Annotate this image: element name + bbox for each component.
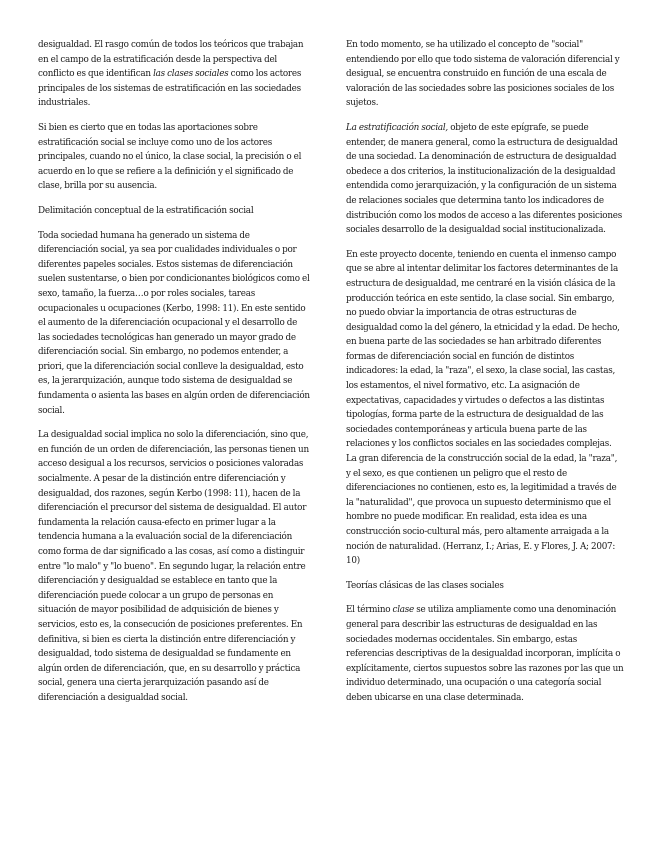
- italic-term-las-clases-sociales: las clases sociales: [153, 69, 229, 80]
- section-heading-delimitacion: Delimitación conceptual de la estratificación social: [38, 205, 254, 216]
- paragraph-termino-clase: El término clase se utiliza ampliamente como una denominación general para describir las estructuras de desigualdad en las sociedades modernas occidentales. Sin embargo, estas referencias descriptivas de la desigualdad incorporan, implícita o explícitamente, ciertos supuestos sobre las razones por las que un individuo determinado, una ocupación o una categoría social deben ubicarse en una clase determinada.: [346, 605, 624, 703]
- italic-term-estratificacion-social: La estratificación social,: [346, 122, 448, 133]
- paragraph-concepto-social: En todo momento, se ha utilizado el concepto de "social" entendiendo por ello que todo sistema de valoración diferencial y desigual, se encuentra construido en función de una escala de valoración de las sociedades sobre las posiciones sociales de los sujetos.: [346, 40, 620, 109]
- paragraph-proyecto-docente: En este proyecto docente, teniendo en cuenta el inmenso campo que se abre al intentar delimitar los factores determinantes de la estructura de desigualdad, me centraré en la visión clásica de la producción teórica en este sentido, la clase social. Sin embargo, no puedo obviar la importancia de otras estructuras de desigualdad como la del género, la etnicidad y la edad. De hecho, en buena parte de las sociedades se han arbitrado diferentes formas de diferenciación social en función de distintos indicadores: la edad, la "raza", el sexo, la clase social, las castas, los estamentos, el nivel formativo, etc. La asignación de expectativas, capacidades y virtudes o defectos a las distintas tipologías, forma parte de la estructura de desigualdad de las sociedades contemporáneas y articula buena parte de las relaciones y los conflictos sociales en las sociedades complejas. La gran diferencia de la construcción social de la edad, la "raza", y el sexo, es que contienen un peligro que el resto de diferenciaciones no contienen, esto es, la legitimidad a través de la "naturalidad", que provoca un supuesto determinismo que el hombre no puede modificar. En realidad, esta idea es una construcción socio-cultural más, pero altamente arraigada a la noción de naturalidad. (Herranz, I.; Arias, E. y Flores, J. A; 2007: 10): [346, 249, 620, 567]
- left-column: [38, 38, 310, 706]
- paragraph-diferenciacion-social: Toda sociedad humana ha generado un sistema de diferenciación social, ya sea por cualidades individuales o por diferentes papeles sociales. Estos sistemas de diferenciación suelen sustentarse, o bien por condicionantes biológicos como el sexo, tamaño, la fuerza…o por roles sociales, tareas ocupacionales u ocupaciones (Kerbo, 1998: 11). En este sentido el aumento de la diferenciación ocupacional y el desarrollo de las sociedades tecnológicas han generado un mayor grado de diferenciación social. Sin embargo, no podemos entender, a priori, que la diferenciación social conlleve la desigualdad, esto es, la jerarquización, aunque todo sistema de desigualdad se fundamenta o asienta las bases en algún orden de diferenciación social.: [38, 230, 310, 416]
- right-column: [346, 38, 624, 706]
- paragraph-estratificacion-social: La estratificación social, objeto de este epígrafe, se puede entender, de manera general, como la estructura de desigualdad de una sociedad. La denominación de estructura de desigualdad obedece a dos criterios, la institucionalización de la desigualdad entendida como jerarquización, y la configuración de un sistema de relaciones sociales que determina tanto los indicadores de distribución como los modos de acceso a las diferentes posiciones sociales desarrollo de la desigualdad social institucionalizada.: [346, 122, 622, 236]
- paragraph-desigualdad-conflicto: desigualdad. El rasgo común de todos los teóricos que trabajan en el campo de la estratificación desde la perspectiva del conflicto es que identifican las clases sociales como los actores principales de los sistemas de estratificación en las sociedades industriales.: [38, 40, 304, 109]
- paragraph-definicion-clase: Si bien es cierto que en todas las aportaciones sobre estratificación social se incluye como uno de los actores principales, cuando no el único, la clase social, la precisión o el acuerdo en lo que se refiere a la definición y el significado de clase, brilla por su ausencia.: [38, 122, 302, 192]
- italic-term-clase: clase: [392, 605, 415, 616]
- paragraph-desigualdad-social: La desigualdad social implica no solo la diferenciación, sino que, en función de un orden de diferenciación, las personas tienen un acceso desigual a los recursos, servicios o posiciones valoradas socialmente. A pesar de la distinción entre diferenciación y desigualdad, dos razones, según Kerbo (1998: 11), hacen de la diferenciación el precursor del sistema de desigualdad. El autor fundamenta la relación causa-efecto en primer lugar a la tendencia humana a la evaluación social de la diferenciación como forma de dar significado a las cosas, así como a distinguir entre "lo malo" y "lo bueno". En segundo lugar, la relación entre diferenciación y desigualdad se establece en tanto que la diferenciación puede colocar a un grupo de personas en situación de mayor posibilidad de adquisición de bienes y servicios, esto es, la consecución de posiciones preferentes. En definitiva, si bien es cierta la distinción entre diferenciación y desigualdad, todo sistema de desigualdad se fundamente en algún orden de diferenciación, que, en su desarrollo y práctica social, genera una cierta jerarquización pasando así de diferenciación a desigualdad social.: [38, 430, 309, 703]
- section-heading-teorias-clasicas: Teorías clásicas de las clases sociales: [346, 580, 504, 591]
